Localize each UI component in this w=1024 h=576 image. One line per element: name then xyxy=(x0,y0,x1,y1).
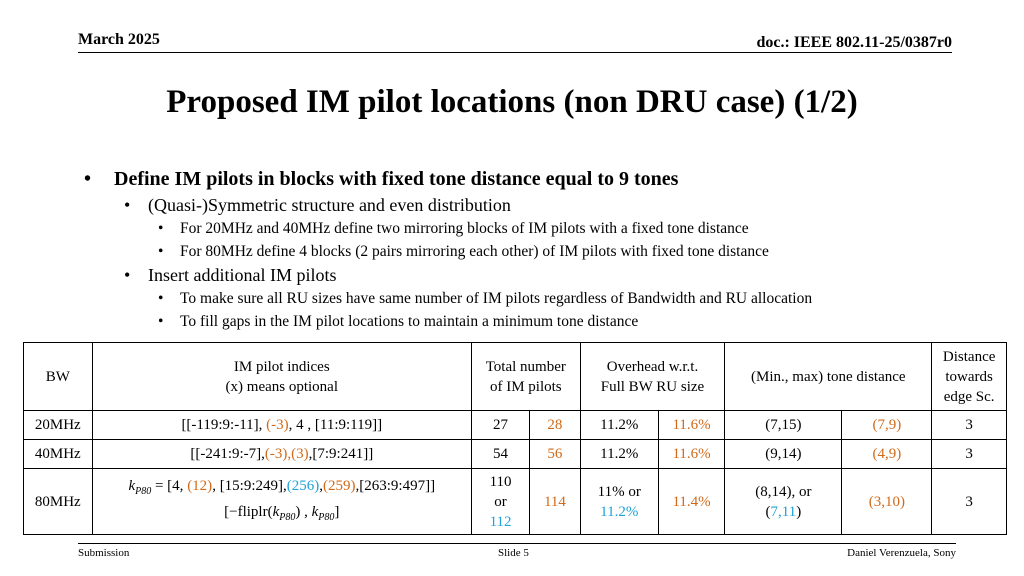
cell-edge: 3 xyxy=(932,469,1007,535)
cell-overhead-optional: 11.6% xyxy=(658,440,724,469)
header-date: March 2025 xyxy=(78,31,160,48)
bullet-list xyxy=(84,168,964,333)
cell-overhead-optional: 11.6% xyxy=(658,411,724,440)
header-overhead: Overhead w.r.t. Full BW RU size xyxy=(580,343,725,411)
cell-edge: 3 xyxy=(932,411,1007,440)
footer-author: Daniel Verenzuela, Sony xyxy=(847,547,956,559)
cell-indices: [[-241:9:-7],(-3),(3),[7:9:241]] xyxy=(92,440,471,469)
header-indices: IM pilot indices (x) means optional xyxy=(92,343,471,411)
table-row xyxy=(24,469,1007,535)
cell-overhead: 11.2% xyxy=(580,411,658,440)
im-pilot-table xyxy=(23,342,1007,535)
table-header-row xyxy=(24,343,1007,411)
header-total: Total number of IM pilots xyxy=(471,343,580,411)
cell-total: 54 xyxy=(471,440,529,469)
header-edge-distance: Distance towards edge Sc. xyxy=(932,343,1007,411)
cell-overhead-optional: 11.4% xyxy=(658,469,724,535)
cell-distance: (7,15) xyxy=(725,411,842,440)
cell-distance: (9,14) xyxy=(725,440,842,469)
table-row xyxy=(24,440,1007,469)
cell-total-optional: 56 xyxy=(530,440,580,469)
cell-indices: $k_{P80} = [4$, (12), [15:9:249],(256),(259),[263:9:497]] [$-fliplr(k_{P80})$ , $k_{P80}$] xyxy=(92,469,471,535)
table-row xyxy=(24,411,1007,440)
cell-overhead: 11% or 11.2% xyxy=(580,469,658,535)
cell-overhead: 11.2% xyxy=(580,440,658,469)
cell-distance-optional: (7,9) xyxy=(842,411,932,440)
bullet-sub2-item: • To make sure all RU sizes have same number of IM pilots regardless of Bandwidth and RU allocation xyxy=(158,290,813,307)
bullet-main: • Define IM pilots in blocks with fixed tone distance equal to 9 tones xyxy=(84,168,679,190)
cell-total-optional: 28 xyxy=(530,411,580,440)
footer-submission: Submission xyxy=(78,547,130,559)
header-divider xyxy=(78,52,952,53)
cell-bw: 20MHz xyxy=(24,411,93,440)
bullet-sub2-item: • To fill gaps in the IM pilot locations to maintain a minimum tone distance xyxy=(158,313,639,330)
cell-total: 110 or 112 xyxy=(471,469,529,535)
cell-indices: [[-119:9:-11], (-3), 4 , [11:9:119]] xyxy=(92,411,471,440)
cell-bw: 80MHz xyxy=(24,469,93,535)
cell-bw: 40MHz xyxy=(24,440,93,469)
header-bw: BW xyxy=(24,343,93,411)
header-doc-id: doc.: IEEE 802.11-25/0387r0 xyxy=(756,34,952,51)
footer-divider xyxy=(78,543,956,544)
cell-distance: (8,14), or (7,11) xyxy=(725,469,842,535)
cell-distance-optional: (3,10) xyxy=(842,469,932,535)
slide-title: Proposed IM pilot locations (non DRU case) (1/2) xyxy=(166,84,858,120)
cell-distance-optional: (4,9) xyxy=(842,440,932,469)
cell-total: 27 xyxy=(471,411,529,440)
bullet-sub1-item: • For 80MHz define 4 blocks (2 pairs mirroring each other) of IM pilots with fixed tone distance xyxy=(158,243,769,260)
footer-slide-number: Slide 5 xyxy=(498,547,529,559)
bullet-sub1: • (Quasi-)Symmetric structure and even distribution xyxy=(124,195,511,215)
cell-edge: 3 xyxy=(932,440,1007,469)
bullet-sub1-item: • For 20MHz and 40MHz define two mirroring blocks of IM pilots with a fixed tone distance xyxy=(158,220,749,237)
header-tone-distance: (Min., max) tone distance xyxy=(725,343,932,411)
cell-total-optional: 114 xyxy=(530,469,580,535)
bullet-sub2: • Insert additional IM pilots xyxy=(124,265,337,285)
